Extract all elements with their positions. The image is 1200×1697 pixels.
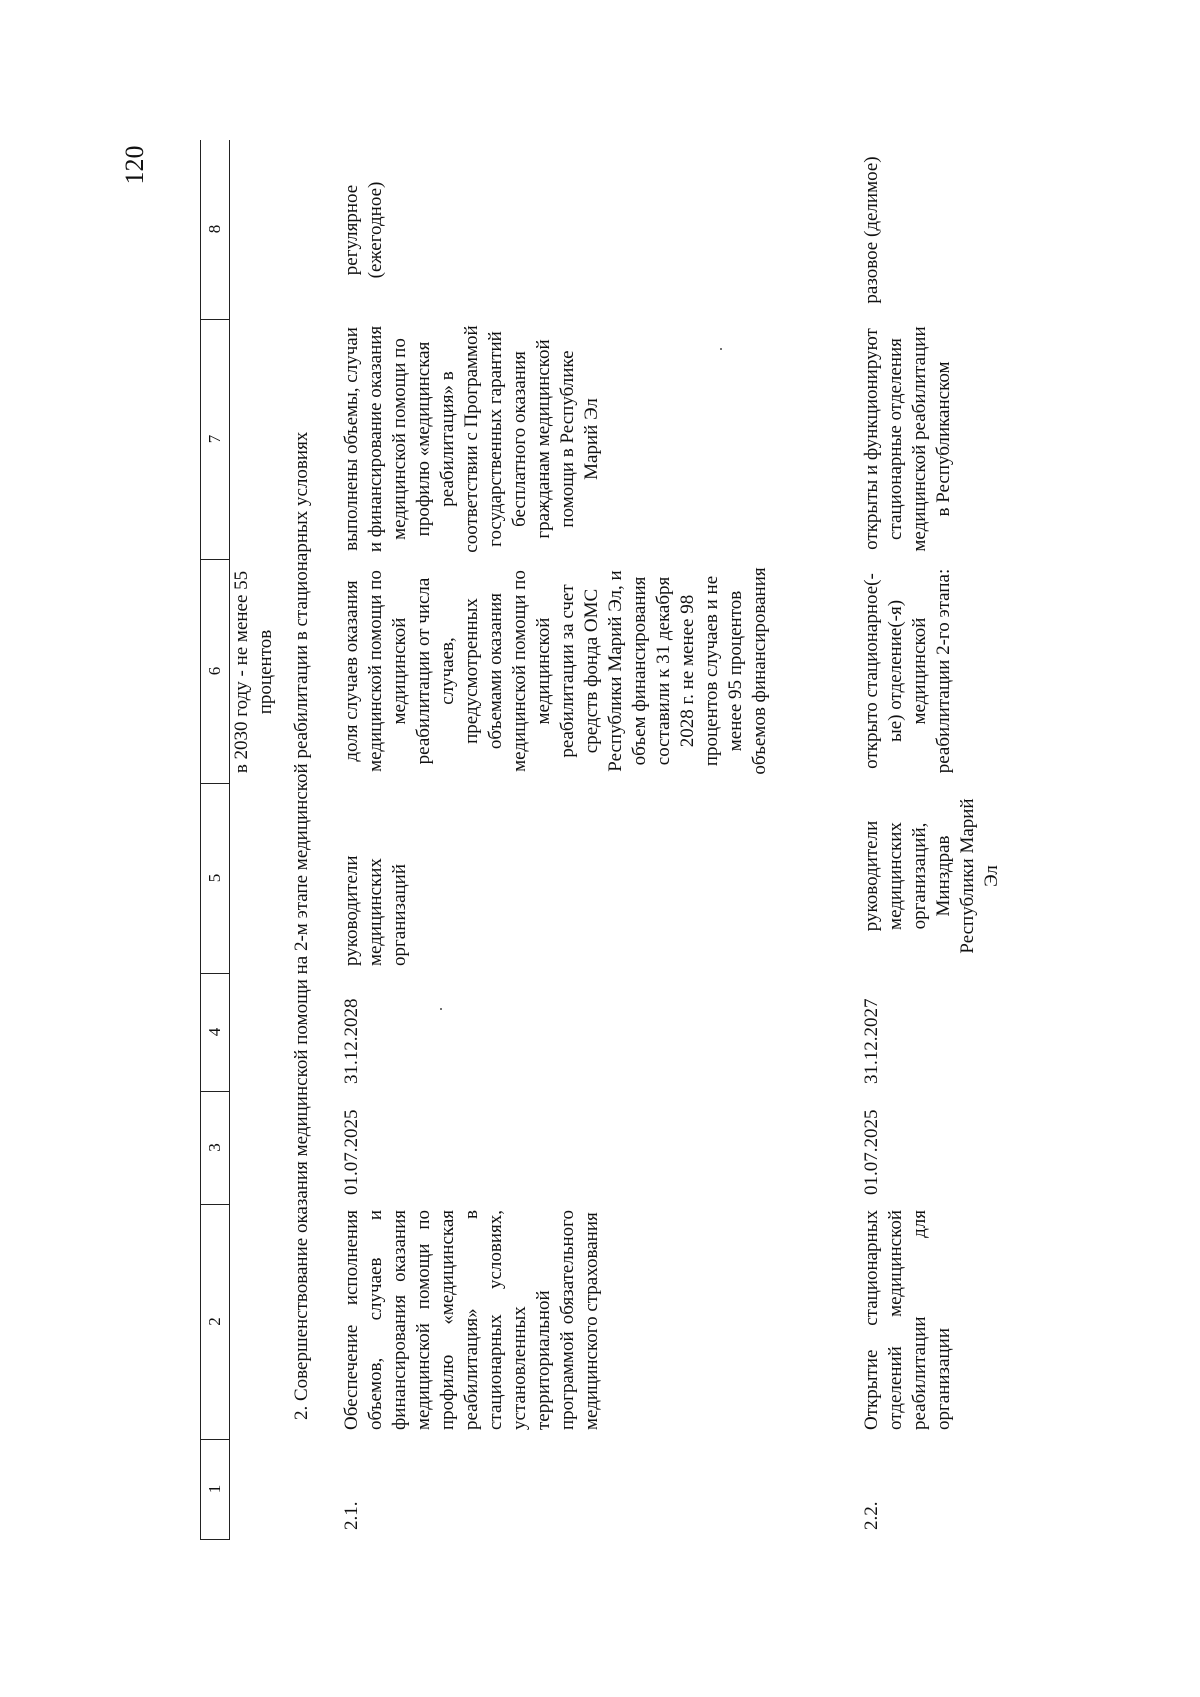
- column-6-header: 6: [201, 559, 229, 784]
- column-2-header: 2: [201, 1204, 229, 1440]
- result: выполнены объемы, случаи и финансирование оказания медицинской помощи по профилю «медицинская реабилитация» в соответствии с Программой государственных гарантий бесплатного оказания гражданам медицинской помощи в Республике Марий Эл: [341, 325, 602, 553]
- indicator: доля случаев оказания медицинской помощи по медицинской реабилитации от числа случаев, предусмотренных объемами оказания медицинской помощи по медицинской реабилитации за счет средств фонда ОМС Республики Марий Эл, и объем финансирования составили к 31 декабря 2028 г. не менее 98 процентов случаев и не менее 95 процентов объемов финансирования: [341, 567, 770, 775]
- scan-speck: [720, 348, 722, 350]
- indicator: открыто стационарное(-ые) отделение(-я) медицинской реабилитации 2-го этапа:: [861, 568, 954, 774]
- table-row: [860, 140, 1040, 1540]
- row-number: 2.1.: [341, 1501, 362, 1530]
- page-number: 120: [120, 145, 149, 185]
- column-5-header: 5: [201, 783, 229, 974]
- measure-type: разовое (делимое): [861, 156, 882, 304]
- measure-type: регулярное (ежегодное): [341, 181, 386, 279]
- column-number-header: [200, 140, 230, 1540]
- start-date: 01.07.2025: [861, 1109, 882, 1195]
- column-7-header: 7: [201, 319, 229, 560]
- column-1-header: 1: [201, 1439, 229, 1540]
- responsible: руководители медицинских организаций: [341, 855, 410, 966]
- result: открыты и функционируют стационарные отделения медицинской реабилитации в Республиканском: [861, 326, 954, 552]
- row-number: 2.2.: [861, 1501, 882, 1530]
- column-4-header: 4: [201, 973, 229, 1092]
- end-date: 31.12.2028: [341, 998, 362, 1084]
- scan-speck: [440, 1008, 442, 1010]
- section-title: 2. Совершенствование оказания медицинской помощи на 2-м этапе медицинской реабилитации в стационарных условиях: [291, 431, 312, 1420]
- start-date: 01.07.2025: [341, 1109, 362, 1195]
- column-3-header: 3: [201, 1091, 229, 1205]
- column-8-header: 8: [201, 139, 229, 320]
- continuation-indicator: в 2030 году - не менее 55 процентов: [231, 570, 276, 774]
- rotated-table: [200, 140, 1060, 1540]
- measure-name: Обеспечение исполнения объемов, случаев и финансирования оказания медицинской помощи по профилю «медицинская реабилитация» в стационарных условиях, установленных территориальной программой обязательного медицинского страхования: [341, 1210, 602, 1430]
- table-row: [340, 140, 770, 1540]
- end-date: 31.12.2027: [861, 998, 882, 1084]
- responsible: руководители медицинских организаций, Минздрав Республики Марий Эл: [861, 798, 1002, 954]
- measure-name: Открытие стационарных отделений медицинской реабилитации для организации: [861, 1210, 954, 1430]
